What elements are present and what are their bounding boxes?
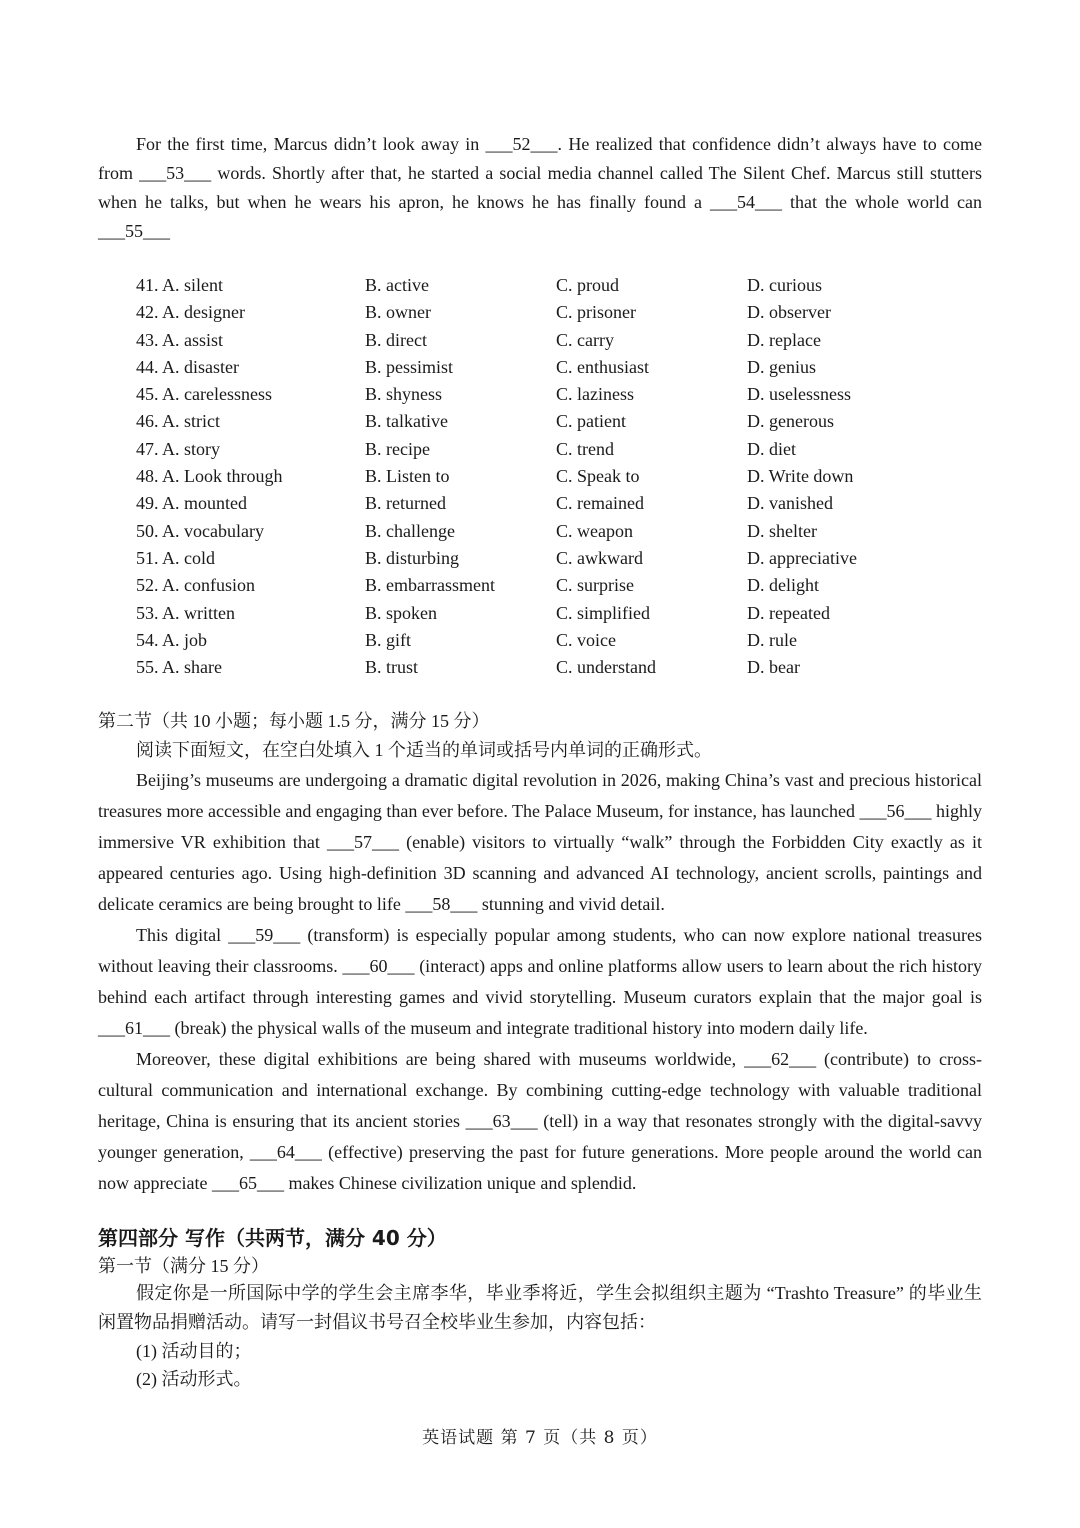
- passage-paragraph: For the first time, Marcus didn’t look away in ___52___. He realized that confidence didn’t always have to come from ___53___ words. Shortly after that, he started a social media channel called The Silent Chef. Marcus still stutters when he talks, but when he wears his apron, he knows he has finally found a ___54___ that the whole world can ___55___: [98, 134, 982, 241]
- option-a: 54. A. job: [136, 629, 208, 650]
- option-d: D. curious: [747, 275, 822, 295]
- option-row: [98, 272, 982, 299]
- option-b: B. Listen to: [365, 466, 450, 487]
- option-a: 47. A. story: [136, 438, 221, 459]
- option-d: D. observer: [747, 302, 831, 323]
- option-c: C. Speak to: [556, 466, 640, 487]
- writing-item-2: (2) 活动形式。: [136, 1369, 252, 1390]
- option-row: [98, 299, 982, 326]
- option-a: 50. A. vocabulary: [136, 520, 264, 541]
- option-c: C. prisoner: [556, 302, 636, 323]
- option-d: D. delight: [747, 575, 819, 596]
- option-c: C. awkward: [556, 547, 643, 568]
- option-b: B. pessimist: [365, 356, 454, 377]
- option-d: D. appreciative: [747, 547, 857, 568]
- option-row: [98, 545, 982, 572]
- option-d: D. rule: [747, 629, 797, 650]
- option-c: C. simplified: [556, 602, 650, 623]
- option-c: C. enthusiast: [556, 356, 649, 377]
- option-c: C. patient: [556, 411, 626, 432]
- section2-heading: 第二节（共 10 小题；每小题 1.5 分，满分 15 分）: [98, 711, 490, 732]
- part4-subsection: 第一节（满分 15 分）: [98, 1256, 269, 1277]
- option-b: B. gift: [365, 629, 412, 650]
- option-a: 42. A. designer: [136, 302, 245, 323]
- writing-item-1: (1) 活动目的；: [136, 1341, 252, 1362]
- page-footer: 英语试题 第 7 页（共 8 页）: [422, 1428, 658, 1448]
- option-row: [98, 327, 982, 354]
- option-b: B. embarrassment: [365, 575, 495, 596]
- option-a: 53. A. written: [136, 602, 235, 623]
- option-c: C. weapon: [556, 520, 633, 541]
- option-d: D. genius: [747, 356, 816, 377]
- option-d: D. diet: [747, 438, 796, 459]
- option-c: C. proud: [556, 275, 619, 295]
- option-d: D. shelter: [747, 520, 817, 541]
- option-d: D. uselessness: [747, 384, 851, 405]
- section2-paragraph-3: Moreover, these digital exhibitions are being shared with museums worldwide, ___62___ (contribute) to cross-cultural communication and international exchange. By combining cutting-edge technology with valuable traditional heritage, China is ensuring that its ancient stories ___63___ (tell) in a way that resonates strongly with the digital-savvy younger generation, ___64___ (effective) preserving the past for future generations. More people around the world can now appreciate ___65___ makes Chinese civilization unique and splendid.: [98, 1049, 982, 1194]
- option-row: [98, 654, 982, 681]
- option-row: [98, 408, 982, 435]
- option-c: C. surprise: [556, 575, 634, 596]
- option-row: [98, 463, 982, 490]
- section2: [98, 707, 982, 1199]
- option-b: B. recipe: [365, 438, 430, 459]
- option-d: D. replace: [747, 329, 821, 350]
- option-b: B. spoken: [365, 602, 437, 623]
- option-d: D. vanished: [747, 493, 833, 514]
- option-row: [98, 354, 982, 381]
- option-b: B. returned: [365, 493, 446, 514]
- part4-title: 第四部分 写作（共两节，满分 40 分）: [98, 1226, 447, 1251]
- option-row: [98, 518, 982, 545]
- option-row: [98, 627, 982, 654]
- section2-paragraph-1: Beijing’s museums are undergoing a dramatic digital revolution in 2026, making China’s vast and precious historical treasures more accessible and engaging than ever before. The Palace Museum, for instance, has launched ___56___ highly immersive VR exhibition that ___57___ (enable) visitors to virtually “walk” through the Forbidden City exactly as it appeared centuries ago. Using high-definition 3D scanning and advanced AI technology, ancient scrolls, paintings and delicate ceramics are being brought to life ___58___ stunning and vivid detail.: [98, 770, 982, 915]
- option-c: C. remained: [556, 493, 644, 514]
- section2-instruction: 阅读下面短文，在空白处填入 1 个适当的单词或括号内单词的正确形式。: [136, 740, 712, 761]
- part4: [98, 1223, 982, 1393]
- option-d: D. repeated: [747, 602, 830, 623]
- option-d: D. bear: [747, 657, 800, 678]
- option-a: 41. A. silent: [136, 275, 224, 295]
- section2-paragraph-2: This digital ___59___ (transform) is especially popular among students, who can now explore national treasures without leaving their classrooms. ___60___ (interact) apps and online platforms allow users to learn about the rich history behind each artifact through interesting games and vivid storytelling. Museum curators explain that the major goal is ___61___ (break) the physical walls of the museum and integrate traditional history into modern daily life.: [98, 925, 982, 1039]
- option-b: B. owner: [365, 302, 431, 323]
- option-c: C. understand: [556, 657, 656, 678]
- option-d: D. Write down: [747, 466, 854, 487]
- option-a: 51. A. cold: [136, 547, 215, 568]
- option-b: B. disturbing: [365, 547, 460, 568]
- option-a: 48. A. Look through: [136, 466, 283, 487]
- option-d: D. generous: [747, 411, 834, 432]
- option-row: [98, 490, 982, 517]
- option-b: B. shyness: [365, 384, 443, 405]
- option-row: [98, 381, 982, 408]
- option-a: 52. A. confusion: [136, 575, 255, 596]
- option-a: 46. A. strict: [136, 411, 220, 432]
- option-c: C. carry: [556, 329, 614, 350]
- option-a: 49. A. mounted: [136, 493, 247, 514]
- option-a: 43. A. assist: [136, 329, 224, 350]
- exam-page: [98, 130, 982, 1393]
- options-table: [98, 272, 982, 681]
- writing-prompt: 假定你是一所国际中学的学生会主席李华，毕业季将近，学生会拟组织主题为 “Trashto Treasure” 的毕业生闲置物品捐赠活动。请写一封倡议书号召全校毕业生参加，内容包括：: [98, 1283, 982, 1333]
- option-row: [98, 600, 982, 627]
- option-a: 55. A. share: [136, 657, 222, 678]
- option-row: [98, 436, 982, 463]
- option-b: B. direct: [365, 329, 427, 350]
- option-b: B. trust: [365, 657, 419, 678]
- option-c: C. trend: [556, 438, 614, 459]
- option-row: [98, 572, 982, 599]
- option-b: B. active: [365, 275, 429, 295]
- option-c: C. laziness: [556, 384, 634, 405]
- option-a: 44. A. disaster: [136, 356, 239, 377]
- option-b: B. talkative: [365, 411, 448, 432]
- option-b: B. challenge: [365, 520, 455, 541]
- option-a: 45. A. carelessness: [136, 384, 272, 405]
- option-c: C. voice: [556, 629, 616, 650]
